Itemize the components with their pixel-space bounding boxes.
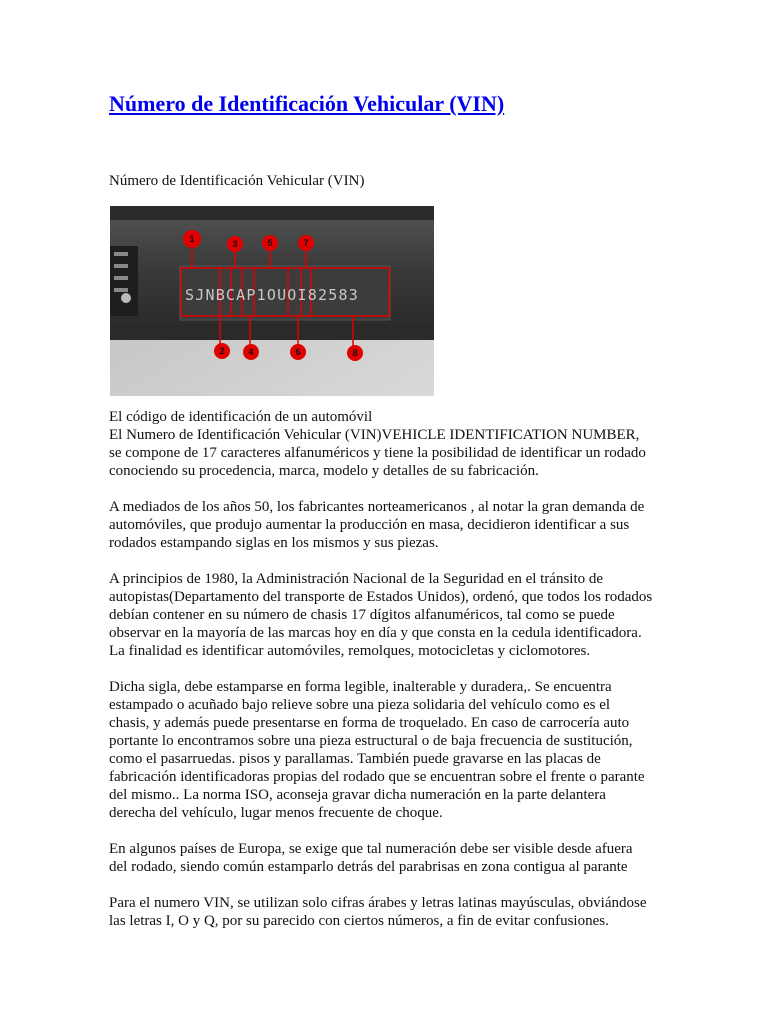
page-title-link[interactable]: Número de Identificación Vehicular (VIN): [109, 91, 505, 116]
callout-5: 5: [267, 238, 273, 248]
article-body: [109, 408, 654, 948]
paragraph-stamping: Dicha sigla, debe estamparse en forma legible, inalterable y duradera,. Se encuentra estampado o acuñado bajo relieve sobre una pieza solidaria del vehículo como es el chasis, y además puede presentarse en forma de troquelado. En caso de carrocería auto portante lo encontramos sobre una pieza estructural o de baja frecuencia de sustitución, como el pasarruedas. pisos y parallamas. También puede gravarse en las placas de fabricación identificadoras propias del rodado que se encuentran sobre el frente o parante del mismo.. La norma ISO, aconseja gravar dicha numeración en la parte delantera derecha del vehículo, lugar menos frecuente de choque.: [109, 679, 645, 821]
callout-1: 1: [189, 234, 195, 244]
paragraph-history-1980: A principios de 1980, la Administración Nacional de la Seguridad en el tránsito de autopistas(Departamento del transporte de Estados Unidos), ordenó, que todos los rodados debían contener en su número de chasis 17 dígitos alfanuméricos, tal como se puede observar en la mayoría de las marcas hoy en día y que consta en la cedula identificadora. La finalidad es identificar automóviles, remolques, motocicletas y ciclomotores.: [109, 571, 653, 659]
callout-7: 7: [303, 238, 309, 248]
vin-plate-text: SJNBCAP1OUOI82583: [185, 286, 359, 304]
paragraph-intro-line: El código de identificación de un automóvil: [109, 409, 373, 425]
callout-3: 3: [232, 239, 238, 249]
paragraph-history-50s: A mediados de los años 50, los fabricantes norteamericanos , al notar la gran demanda de automóviles, que produjo aumentar la producción en masa, decidieron identificar a sus rodados estampando siglas en los mismos y sus piezas.: [109, 499, 645, 551]
vin-plate-photo: [110, 206, 434, 396]
paragraph-characters: Para el numero VIN, se utilizan solo cifras árabes y letras latinas mayúsculas, obviándose las letras I, O y Q, por su parecido con ciertos números, a fin de evitar confusiones.: [109, 895, 647, 929]
subtitle: Número de Identificación Vehicular (VIN): [109, 173, 365, 189]
paragraph-vin-definition: El Numero de Identificación Vehicular (VIN)VEHICLE IDENTIFICATION NUMBER, se compone de 17 caracteres alfanuméricos y tiene la posibilidad de identificar un rodado conociendo su procedencia, marca, modelo y detalles de su fabricación.: [109, 427, 646, 479]
callout-2: 2: [219, 346, 225, 356]
callout-6: 6: [295, 347, 301, 357]
paragraph-europe: En algunos países de Europa, se exige que tal numeración debe ser visible desde afuera del rodado, siendo común estamparlo detrás del parabrisas en zona contigua al parante: [109, 841, 633, 875]
callout-4: 4: [248, 347, 254, 357]
callout-8: 8: [352, 348, 358, 358]
